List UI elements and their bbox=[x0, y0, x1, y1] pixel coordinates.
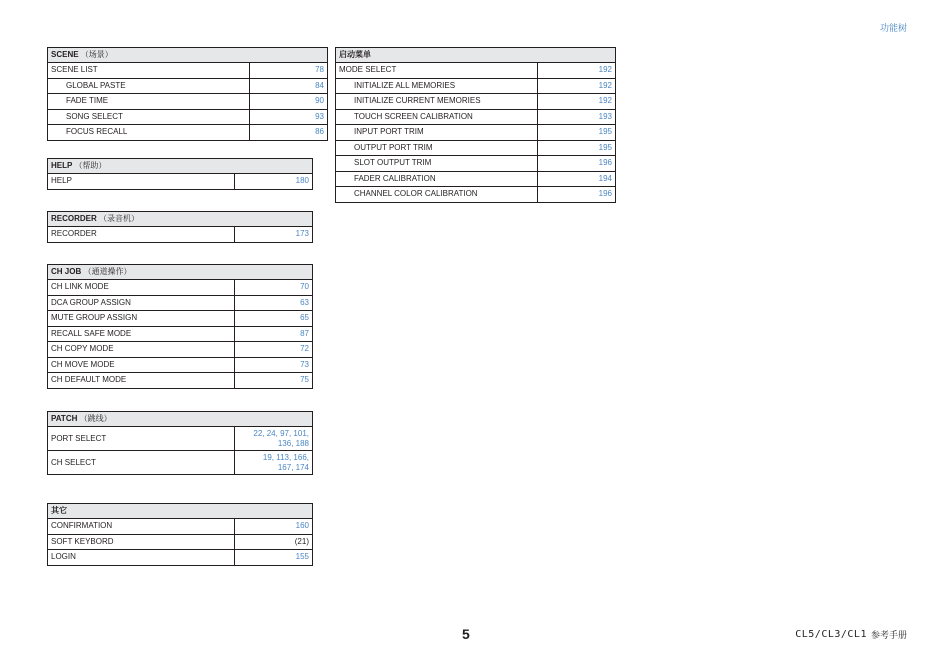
footer bbox=[795, 628, 907, 641]
page-link[interactable]: 75 bbox=[235, 373, 313, 389]
chjob-table bbox=[47, 264, 313, 389]
table-title-cn: （帮助） bbox=[74, 161, 107, 170]
page-link[interactable]: 194 bbox=[538, 171, 616, 187]
table-row[interactable] bbox=[336, 109, 616, 125]
page-link[interactable]: 173 bbox=[235, 227, 313, 243]
page-ref: (21) bbox=[235, 534, 313, 550]
table-title: SCENE bbox=[51, 50, 79, 59]
page-links-line[interactable]: 19, 113, 166, bbox=[262, 452, 309, 462]
table-row[interactable] bbox=[336, 125, 616, 141]
table-title-cn: （跳线） bbox=[79, 414, 112, 423]
row-label: FADE TIME bbox=[48, 94, 250, 110]
page-link[interactable]: 63 bbox=[235, 295, 313, 311]
table-row[interactable] bbox=[336, 94, 616, 110]
page-link[interactable]: 196 bbox=[538, 187, 616, 203]
page-link[interactable]: 193 bbox=[538, 109, 616, 125]
table-row[interactable] bbox=[48, 174, 313, 190]
row-label: TOUCH SCREEN CALIBRATION bbox=[336, 109, 538, 125]
table-row[interactable] bbox=[48, 427, 313, 451]
page-link[interactable]: 196 bbox=[538, 156, 616, 172]
table-row[interactable] bbox=[48, 280, 313, 296]
row-label: FADER CALIBRATION bbox=[336, 171, 538, 187]
row-label: FOCUS RECALL bbox=[48, 125, 250, 141]
table-row[interactable] bbox=[336, 187, 616, 203]
table-row[interactable] bbox=[48, 342, 313, 358]
row-label: INPUT PORT TRIM bbox=[336, 125, 538, 141]
table-row[interactable] bbox=[48, 63, 328, 79]
page-links-line[interactable]: 136, 188 bbox=[277, 438, 309, 448]
table-row[interactable] bbox=[48, 125, 328, 141]
row-label: CH SELECT bbox=[48, 451, 235, 475]
table-row[interactable] bbox=[48, 550, 313, 566]
table-row[interactable] bbox=[48, 311, 313, 327]
table-title: RECORDER bbox=[51, 214, 97, 223]
row-label: PORT SELECT bbox=[48, 427, 235, 451]
table-row bbox=[48, 534, 313, 550]
row-label: RECALL SAFE MODE bbox=[48, 326, 235, 342]
page-links[interactable] bbox=[235, 451, 313, 475]
table-title: 启动菜单 bbox=[339, 50, 371, 59]
page-link[interactable]: 155 bbox=[235, 550, 313, 566]
table-row[interactable] bbox=[336, 140, 616, 156]
page-link[interactable]: 192 bbox=[538, 78, 616, 94]
table-header bbox=[48, 212, 313, 227]
row-label: CH DEFAULT MODE bbox=[48, 373, 235, 389]
page-link[interactable]: 160 bbox=[235, 519, 313, 535]
row-label: LOGIN bbox=[48, 550, 235, 566]
table-title-cn: （通道操作） bbox=[83, 267, 132, 276]
table-title: CH JOB bbox=[51, 267, 82, 276]
table-header bbox=[336, 48, 616, 63]
other-table bbox=[47, 503, 313, 566]
table-title: HELP bbox=[51, 161, 73, 170]
row-label: CONFIRMATION bbox=[48, 519, 235, 535]
row-label: SCENE LIST bbox=[48, 63, 250, 79]
page-links-line[interactable]: 22, 24, 97, 101, bbox=[253, 428, 309, 438]
table-title: PATCH bbox=[51, 414, 78, 423]
page-link[interactable]: 72 bbox=[235, 342, 313, 358]
row-label: SONG SELECT bbox=[48, 109, 250, 125]
row-label: INITIALIZE CURRENT MEMORIES bbox=[336, 94, 538, 110]
table-row[interactable] bbox=[336, 156, 616, 172]
page-link[interactable]: 84 bbox=[250, 78, 328, 94]
page-link[interactable]: 195 bbox=[538, 140, 616, 156]
startup-menu-table bbox=[335, 47, 616, 203]
page-link[interactable]: 73 bbox=[235, 357, 313, 373]
model-logo: CL5/CL3/CL1 bbox=[795, 629, 867, 640]
table-title-cn: （录音机） bbox=[99, 214, 140, 223]
table-title-cn: （场景） bbox=[80, 50, 113, 59]
row-label: DCA GROUP ASSIGN bbox=[48, 295, 235, 311]
patch-table bbox=[47, 411, 313, 475]
table-row[interactable] bbox=[48, 326, 313, 342]
row-label: GLOBAL PASTE bbox=[48, 78, 250, 94]
row-label: SLOT OUTPUT TRIM bbox=[336, 156, 538, 172]
section-tab[interactable]: 功能树 bbox=[879, 23, 907, 33]
table-row[interactable] bbox=[48, 519, 313, 535]
row-label: INITIALIZE ALL MEMORIES bbox=[336, 78, 538, 94]
row-label: HELP bbox=[48, 174, 235, 190]
page-link[interactable]: 86 bbox=[250, 125, 328, 141]
table-row[interactable] bbox=[48, 373, 313, 389]
table-row[interactable] bbox=[48, 451, 313, 475]
table-title: 其它 bbox=[51, 506, 67, 515]
scene-table bbox=[47, 47, 328, 141]
page-link[interactable]: 180 bbox=[235, 174, 313, 190]
table-header bbox=[48, 48, 328, 63]
table-header bbox=[48, 412, 313, 427]
row-label: CH COPY MODE bbox=[48, 342, 235, 358]
page-link[interactable]: 65 bbox=[235, 311, 313, 327]
table-row[interactable] bbox=[48, 94, 328, 110]
row-label: CH MOVE MODE bbox=[48, 357, 235, 373]
page-links-line[interactable]: 167, 174 bbox=[277, 462, 309, 472]
row-label: SOFT KEYBORD bbox=[48, 534, 235, 550]
table-header bbox=[48, 265, 313, 280]
page-link[interactable]: 87 bbox=[235, 326, 313, 342]
manual-title: 参考手册 bbox=[870, 630, 907, 640]
row-label: MODE SELECT bbox=[336, 63, 538, 79]
row-label: CHANNEL COLOR CALIBRATION bbox=[336, 187, 538, 203]
help-table bbox=[47, 158, 313, 190]
page-number: 5 bbox=[462, 626, 470, 642]
page-link[interactable]: 93 bbox=[250, 109, 328, 125]
row-label: OUTPUT PORT TRIM bbox=[336, 140, 538, 156]
table-row[interactable] bbox=[336, 78, 616, 94]
table-row[interactable] bbox=[48, 357, 313, 373]
table-row[interactable] bbox=[48, 295, 313, 311]
table-row[interactable] bbox=[336, 63, 616, 79]
table-row[interactable] bbox=[336, 171, 616, 187]
row-label: CH LINK MODE bbox=[48, 280, 235, 296]
page-link[interactable]: 70 bbox=[235, 280, 313, 296]
page-link[interactable]: 78 bbox=[250, 63, 328, 79]
table-row[interactable] bbox=[48, 109, 328, 125]
page-link[interactable]: 192 bbox=[538, 94, 616, 110]
table-row[interactable] bbox=[48, 78, 328, 94]
row-label: MUTE GROUP ASSIGN bbox=[48, 311, 235, 327]
recorder-table bbox=[47, 211, 313, 243]
table-row[interactable] bbox=[48, 227, 313, 243]
row-label: RECORDER bbox=[48, 227, 235, 243]
page-links[interactable] bbox=[235, 427, 313, 451]
table-header bbox=[48, 159, 313, 174]
page-link[interactable]: 90 bbox=[250, 94, 328, 110]
table-header bbox=[48, 504, 313, 519]
page-link[interactable]: 192 bbox=[538, 63, 616, 79]
page-link[interactable]: 195 bbox=[538, 125, 616, 141]
